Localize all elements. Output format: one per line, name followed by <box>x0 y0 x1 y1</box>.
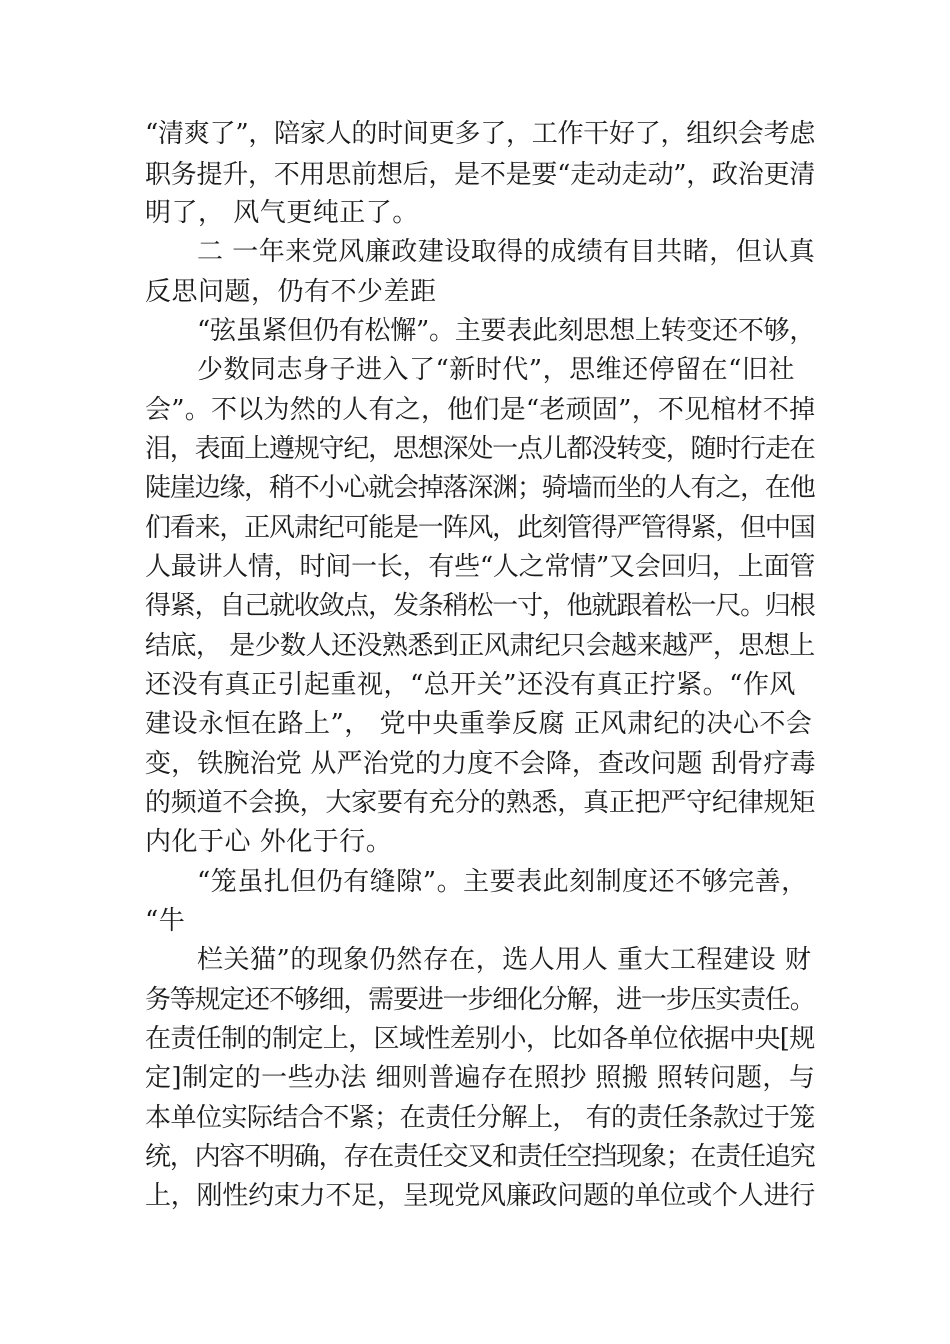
text-line: 职务提升，不用思前想后，是不是要“走动走动”，政治更清 <box>145 160 816 190</box>
text-line: 上，刚性约束力不足，呈现党风廉政问题的单位或个人进行 <box>145 1181 816 1211</box>
text-line: 少数同志身子进入了“新时代”，思维还停留在“旧社 <box>197 355 795 385</box>
section-heading-line: 二 一年来党风廉政建设取得的成绩有目共睹，但认真 <box>197 237 816 267</box>
text-line: 建设永恒在路上”， 党中央重拳反腐 正风肃纪的决心不会 <box>145 709 813 739</box>
text-line: 人最讲人情，时间一长，有些“人之常情”又会回归，上面管 <box>145 552 816 582</box>
text-line: 在责任制的制定上，区域性差别小，比如各单位依据中央[规 <box>145 1024 815 1054</box>
text-line: 统，内容不明确，存在责任交叉和责任空挡现象；在责任追究 <box>145 1142 815 1172</box>
text-line: 还没有真正引起重视，“总开关”还没有真正拧紧。“作风 <box>145 670 796 700</box>
text-line: 栏关猫”的现象仍然存在，选人用人 重大工程建设 财 <box>197 945 812 975</box>
section-heading-line: 反思问题，仍有不少差距 <box>145 277 437 307</box>
text-line: 内化于心 外化于行。 <box>145 827 393 857</box>
text-line: 变，铁腕治党 从严治党的力度不会降，查改问题 刮骨疗毒 <box>145 749 816 779</box>
text-line: “清爽了”，陪家人的时间更多了，工作干好了，组织会考虑 <box>145 119 816 149</box>
text-line: 会”。不以为然的人有之，他们是“老顽固”，不见棺材不掉 <box>145 395 816 425</box>
text-line: 泪，表面上遵规守纪，思想深处一点儿都没转变，随时行走在 <box>145 434 815 464</box>
text-line: 们看来，正风肃纪可能是一阵风，此刻管得严管得紧，但中国 <box>145 513 815 543</box>
text-line: 务等规定还不够细，需要进一步细化分解，进一步压实责任。 <box>145 985 815 1015</box>
text-line: 的频道不会换，大家要有充分的熟悉，真正把严守纪律规矩 <box>145 788 816 818</box>
text-line: 得紧，自己就收敛点，发条稍松一寸，他就跟着松一尺。归根 <box>145 591 815 621</box>
text-line: 本单位实际结合不紧；在责任分解上， 有的责任条款过于笼 <box>145 1103 815 1133</box>
text-line: 陡崖边缘，稍不小心就会掉落深渊；骑墙而坐的人有之，在他 <box>145 473 815 503</box>
text-line: “牛 <box>145 906 186 936</box>
text-line: 明了， 风气更纯正了。 <box>145 198 419 228</box>
text-line: “弦虽紧但仍有松懈”。主要表此刻思想上转变还不够， <box>197 316 816 346</box>
text-line: “笼虽扎但仍有缝隙”。主要表此刻制度还不够完善， <box>197 867 808 897</box>
text-line: 结底， 是少数人还没熟悉到正风肃纪只会越来越严，思想上 <box>145 631 815 661</box>
text-line: 定]制定的一些办法 细则普遍存在照抄 照搬 照转问题，与 <box>145 1063 816 1093</box>
